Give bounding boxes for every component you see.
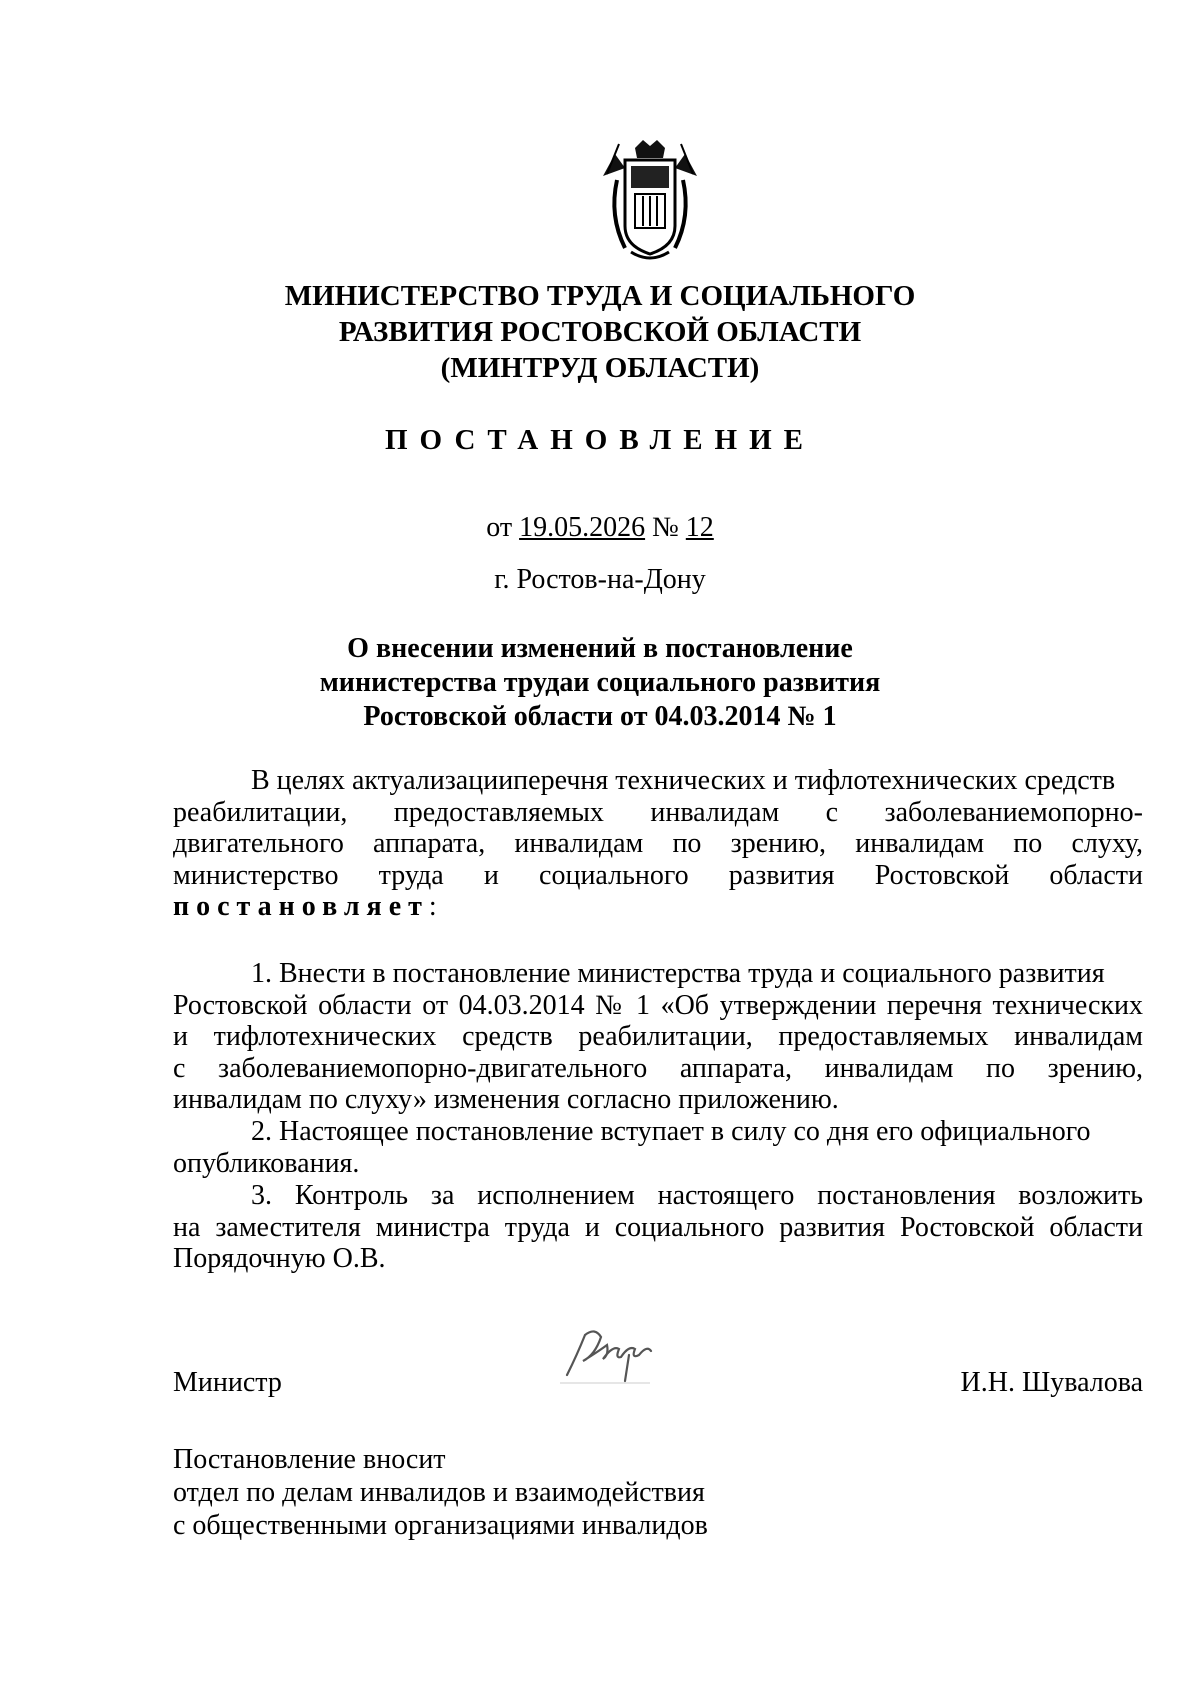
preamble-line-2: реабилитации, предоставляемых инвалидам с заболеваниемопорно- (173, 796, 1143, 828)
coat-of-arms-icon (595, 136, 705, 266)
item-1-line-5: инвалидам по слуху» изменения согласно приложению. (173, 1084, 839, 1115)
preamble-line-3: двигательного аппарата, инвалидам по зрению, инвалидам по слуху, (173, 828, 1143, 859)
item-3-line-1: 3. Контроль за исполнением настоящего постановления возложить (251, 1180, 1143, 1211)
title-line-1: О внесении изменений в постановление (347, 633, 853, 664)
footer-line-2: отдел по делам инвалидов и взаимодействия (173, 1477, 705, 1508)
item-1-line-2: Ростовской области от 04.03.2014 № 1 «Об утверждении перечня технических (173, 989, 1143, 1021)
item-3-line-2: на заместителя министра труда и социального развития Ростовской области (173, 1211, 1143, 1243)
number-prefix: № (652, 512, 679, 543)
item-3 (173, 1180, 1143, 1275)
preamble-line-1: В целях актуализацииперечня технических и тифлотехнических средств (251, 765, 1116, 796)
item-1-line-3: и тифлотехнических средств реабилитации, предоставляемых инвалидам (173, 1021, 1143, 1052)
resolves-word: постановляет (173, 891, 429, 922)
document-number: 12 (685, 512, 714, 543)
resolves-colon: : (428, 891, 437, 922)
item-2-line-2: опубликования. (173, 1147, 360, 1179)
document-type: ПОСТАНОВЛЕНИЕ (384, 424, 815, 456)
org-line-1: МИНИСТЕРСТВО ТРУДА И СОЦИАЛЬНОГО (284, 280, 916, 312)
date-number-line (0, 512, 1200, 544)
item-2-line-1: 2. Настоящее постановление вступает в силу со дня его официального (251, 1116, 1091, 1147)
title-line-3: Ростовской области от 04.03.2014 № 1 (363, 701, 837, 732)
document-title (0, 632, 1200, 734)
submitted-by (173, 1443, 708, 1542)
signatory-name: И.Н. Шувалова (960, 1367, 1143, 1398)
item-1-line-1: 1. Внести в постановление министерства труда и социального развития (251, 958, 1105, 989)
footer-line-3: с общественными организациями инвалидов (173, 1510, 708, 1541)
item-1-line-4: с заболеваниемопорно-двигательного аппарата, инвалидам по зрению, (173, 1052, 1143, 1084)
preamble (173, 765, 1143, 923)
signatory-position: Министр (173, 1367, 282, 1398)
organization-name (0, 278, 1200, 386)
item-3-line-3: Порядочную О.В. (173, 1243, 386, 1274)
item-1 (173, 958, 1143, 1116)
org-line-3: (МИНТРУД ОБЛАСТИ) (440, 352, 760, 384)
date-prefix: от (486, 512, 513, 543)
preamble-resolves-line (173, 891, 1143, 923)
document-date: 19.05.2026 (519, 512, 646, 543)
city: г. Ростов-на-Дону (494, 564, 706, 595)
footer-line-1: Постановление вносит (173, 1444, 446, 1475)
item-2 (173, 1116, 1143, 1179)
title-line-2: министерства трудаи социального развития (319, 667, 881, 698)
handwritten-signature (555, 1315, 670, 1390)
preamble-line-4: министерство труда и социального развития Ростовской области (173, 859, 1143, 891)
org-line-2: РАЗВИТИЯ РОСТОВСКОЙ ОБЛАСТИ (338, 316, 862, 348)
